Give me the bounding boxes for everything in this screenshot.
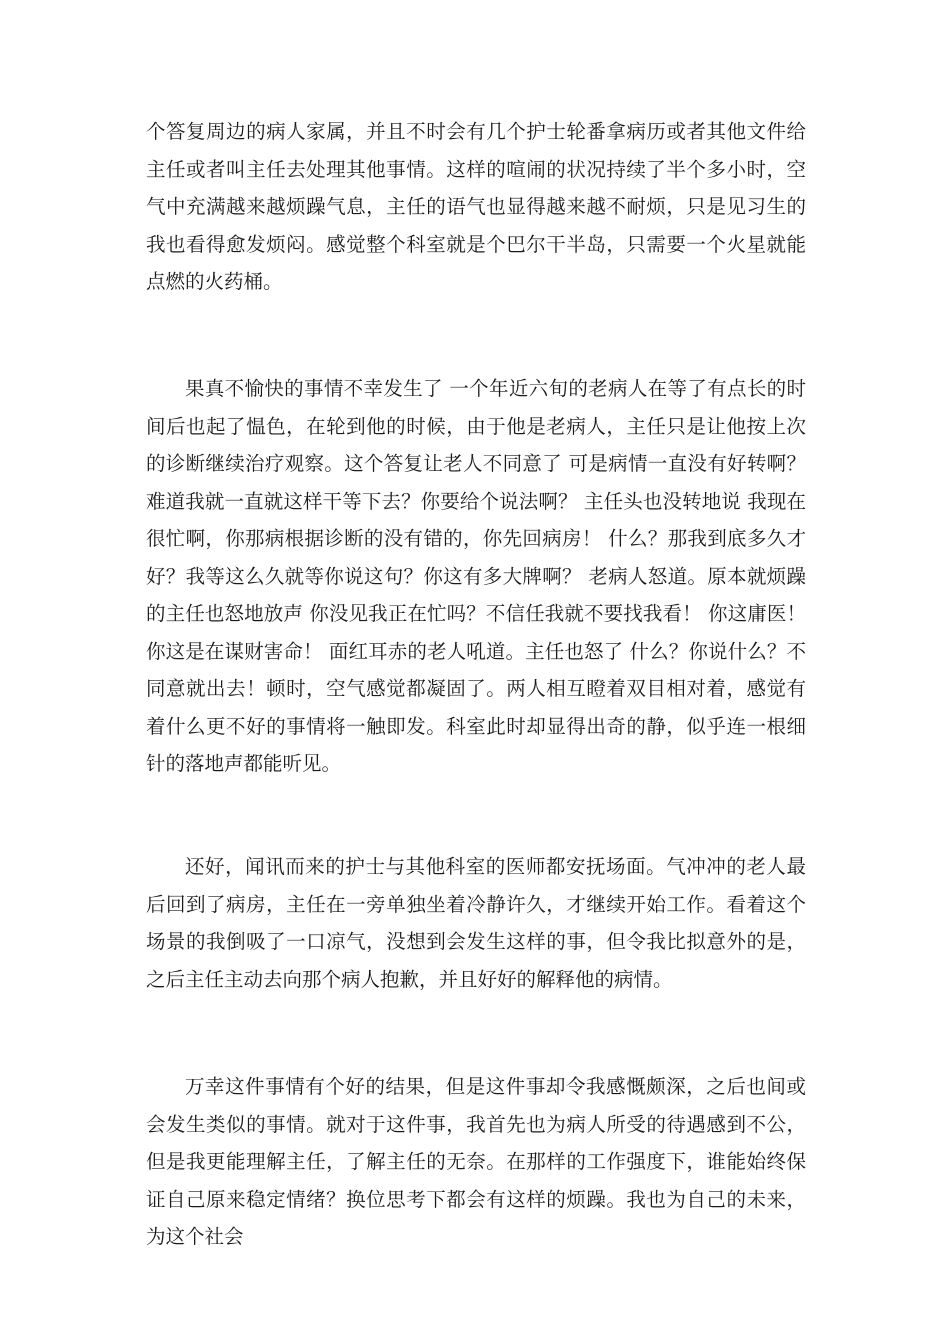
paragraph: 万幸这件事情有个好的结果，但是这件事却令我感慨颇深，之后也间或会发生类似的事情。就对于这件事，我首先也为病人所受的待遇感到不公，但是我更能理解主任，了解主任的无奈。在那样的工作强度下，谁能始终保证自己原来稳定情绪？换位思考下都会有这样的烦躁。我也为自己的未来，为这个社会 xyxy=(146,1075,806,1248)
paragraph: 还好，闻讯而来的护士与其他科室的医师都安抚场面。气冲冲的老人最后回到了病房，主任在一旁单独坐着冷静许久，才继续开始工作。看着这个场景的我倒吸了一口凉气，没想到会发生这样的事，但令我比拟意外的是，之后主任主动去向那个病人抱歉，并且好好的解释他的病情。 xyxy=(146,855,806,991)
paragraph: 果真不愉快的事情不幸发生了 一个年近六旬的老病人在等了有点长的时间后也起了愠色，在轮到他的时候，由于他是老病人，主任只是让他按上次的诊断继续治疗观察。这个答复让老人不同意了 可是病情一直没有好转啊？难道我就一直就这样干等下去？你要给个说法啊？ 主任头也没转地说 我现在很忙啊，你那病根据诊断的没有错的，你先回病房！ 什么？那我到底多久才好？我等这么久就等你说这句？你这有多大牌啊？ 老病人怒道。原本就烦躁的主任也怒地放声 你没见我正在忙吗？不信任我就不要找我看！ 你这庸医！你这是在谋财害命！ 面红耳赤的老人吼道。主任也怒了 什么？你说什么？不同意就出去！顿时，空气感觉都凝固了。两人相互瞪着双目相对着，感觉有着什么更不好的事情将一触即发。科室此时却显得出奇的静，似乎连一根细针的落地声都能听见。 xyxy=(146,377,806,775)
paragraph: 个答复周边的病人家属，并且不时会有几个护士轮番拿病历或者其他文件给主任或者叫主任去处理其他事情。这样的喧闹的状况持续了半个多小时，空气中充满越来越烦躁气息，主任的语气也显得越来越不耐烦，只是见习生的我也看得愈发烦闷。感觉整个科室就是个巴尔干半岛，只需要一个火星就能点燃的火药桶。 xyxy=(146,120,806,293)
